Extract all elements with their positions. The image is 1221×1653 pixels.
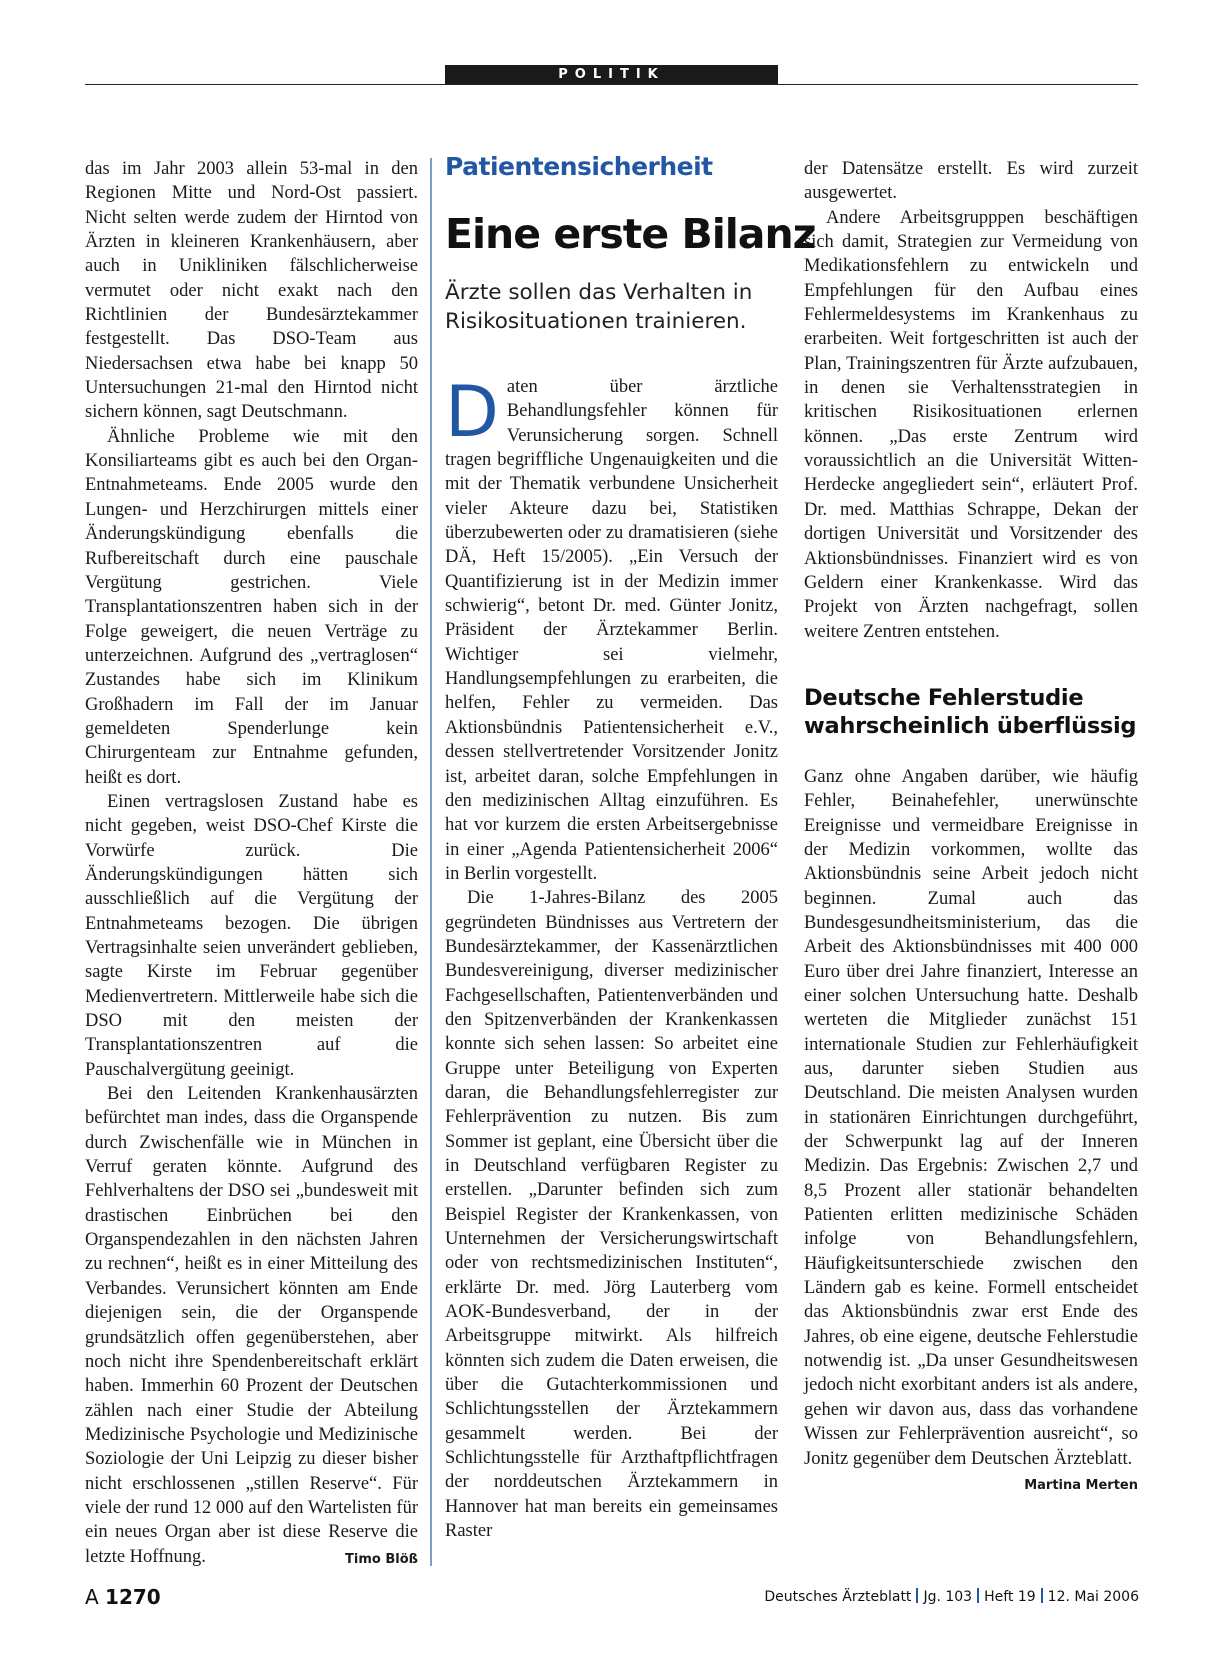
intro-text: aten über ärztliche Behandlungsfehler können für Verunsicherung sorgen. Schnell tragen begriffliche Ungenauigkeiten und die mit der Thematik verbundene Unsicherheit vieler Akteure dazu bei, Statistiken überzubewerten oder zu dramatisieren (siehe DÄ, Heft 15/2005). „Ein Versuch der Quantifizierung ist in der Medizin immer schwierig“, betont Dr. med. Günter Jonitz, Präsident der Ärztekammer Berlin. Wichtiger sei vielmehr, Handlungsempfehlungen zu erarbeiten, die helfen, Fehler zu vermeiden. Das Aktionsbündnis Patientensicherheit e.V., dessen stellvertretender Vorsitzender Jonitz ist, arbeitet daran, solche Empfehlungen in den medizinischen Alltag einzuführen. Es hat vor kurzem die ersten Arbeitsergebnisse in einer „Agenda Patientensicherheit 2006“ in Berlin vorgestellt. <box>445 377 778 884</box>
article-headline: Eine erste Bilanz <box>445 210 816 258</box>
footer-separator <box>916 1588 918 1603</box>
author-byline: Martina Merten <box>1024 1477 1138 1493</box>
body-paragraph: Andere Arbeitsgrupppen beschäftigen sich damit, Strategien zur Vermeidung von Medikationsfehlern zu entwickeln und Empfehlungen für den Aufbau eines Fehlermeldesystems im Krankenhaus zu erarbeiten. Weit fortgeschritten ist auch der Plan, Trainingszentren für Ärzte aufzubauen, in denen sie Verhaltensstrategien in kritischen Risikosituationen erlernen können. „Das erste Zentrum wird voraussichtlich an die Universität Witten-Herdecke angegliedert sein“, erläutert Prof. Dr. med. Matthias Schrappe, Dekan der dortigen Universität und Vorsitzender des Aktionsbündnisses. Finanziert wird es von Geldern einer Krankenkasse. Wird das Projekt von Ärzten nachgefragt, sollen weitere Zentren entstehen. <box>804 207 1138 642</box>
article-deck: Ärzte sollen das Verhalten in Risikosituationen trainieren. <box>445 280 753 334</box>
body-paragraph: das im Jahr 2003 allein 53-mal in den Regionen Mitte und Nord-Ost passiert. Nicht selten werde zudem der Hirntod von Ärzten in kleineren Krankenhäusern, aber auch in Unikliniken fälschlicherweise vermutet oder nicht exakt nach den Richtlinien der Bundesärztekammer festgestellt. Das DSO-Team aus Niedersachsen etwa habe bei knapp 50 Untersuchungen 21-mal den Hirntod nicht sichern können, sagt Deutschmann. <box>85 159 418 423</box>
body-paragraph <box>85 1082 418 1569</box>
journal-footer <box>764 1588 1139 1605</box>
article-kicker: Patientensicherheit <box>445 152 713 181</box>
article-column-right <box>804 157 1138 1498</box>
body-paragraph: Ähnliche Probleme wie mit den Konsiliarteams gibt es auch bei den Organ-Entnahmeteams. Ende 2005 wurde den Lungen- und Herzchirurgen mittels einer Änderungskündigung ebenfalls die Rufbereitschaft durch eine pauschale Vergütung gestrichen. Viele Transplantationszentren haben sich in der Folge geweigert, die neuen Verträge zu unterzeichnen. Aufgrund des „vertraglosen“ Zustandes habe sich im Klinikum Großhadern im Fall der im Januar gemeldeten Spenderlunge kein Chirurgenteam zur Entnahme gefunden, heißt es dort. <box>85 426 418 788</box>
intro-paragraph <box>445 371 778 886</box>
body-paragraph-text: Ganz ohne Angaben darüber, wie häufig Fehler, Beinahefehler, unerwünschte Ereignisse und vermeidbare Ereignisse in der Medizin vorkommen, wollte das Aktionsbündnis seine Arbeit jedoch nicht beginnen. Zumal auch das Bundesgesundheitsministerium, das die Arbeit des Aktionsbündnisses mit 400 000 Euro über drei Jahre finanziert, Interesse an einer solchen Untersuchung hatte. Deshalb werteten die Mitglieder zunächst 151 internationale Studien zur Fehlerhäufigkeit aus, darunter sieben Studien aus Deutschland. Die meisten Analysen wurden in stationären Einrichtungen durchgeführt, der Schwerpunkt lag auf der Inneren Medizin. Das Ergebnis: Zwischen 2,7 und 8,5 Prozent aller stationär behandelten Patienten erlitten medizinische Schäden infolge von Behandlungsfehlern, Häufigkeitsunterschiede zwischen den Ländern gab es keine. Formell entscheidet das Aktionsbündnis zwar erst Ende des Jahres, ob eine eigene, deutsche Fehlerstudie notwendig ist. „Da unser Gesundheitswesen jedoch nicht exorbitant anders ist als andere, gehen wir davon aus, dass das vorhandene Wissen zur Fehlerprävention ausreicht“, so Jonitz gegenüber dem Deutschen Ärzteblatt. <box>804 766 1138 1469</box>
column-divider <box>430 158 432 1566</box>
drop-cap: D <box>445 371 499 453</box>
previous-article-column <box>85 157 418 1572</box>
header-rule <box>85 84 1138 85</box>
page-number <box>85 1585 161 1609</box>
body-paragraph: Einen vertragslosen Zustand habe es nicht gegeben, weist DSO-Chef Kirste die Vorwürfe zurück. Die Änderungskündigungen hätten sich ausschließlich auf die Vergütung der Entnahmeteams bezogen. Die übrigen Vertragsinhalte seien unverändert geblieben, sagte Kirste im Februar gegenüber Medienvertretern. Mittlerweile habe sich die DSO mit den meisten der Transplantationszentren auf die Pauschalvergütung geeinigt. <box>85 791 418 1080</box>
footer-separator <box>977 1588 979 1603</box>
body-paragraph: der Datensätze erstellt. Es wird zurzeit ausgewertet. <box>804 159 1138 204</box>
body-paragraph-text: Bei den Leitenden Krankenhausärzten befürchtet man indes, dass die Organspende durch Zwischenfälle wie in München in Verruf geraten könnte. Aufgrund des Fehlverhaltens der DSO sei „bundesweit mit drastischen Einbrüchen bei den Organspendezahlen in den nächsten Jahren zu rechnen“, heißt es in einer Mitteilung des Verbandes. Verunsichert könnten am Ende diejenigen sein, die der Organspende grundsätzlich offen gegenüberstehen, aber noch nicht ihre Spendenbereitschaft erklärt haben. Immerhin 60 Prozent der Deutschen zählen nach einer Studie der Abteilung Medizinische Psychologie und Medizinische Soziologie der Uni Leipzig zu dieser bisher nicht erschlossenen „stillen Reserve“. Für viele der rund 12 000 auf den Wartelisten für ein neues Organ aber ist diese Reserve die letzte Hoffnung. <box>85 1084 418 1567</box>
section-label: POLITIK <box>445 65 778 85</box>
page-number-value: 1270 <box>105 1585 161 1609</box>
footer-separator <box>1041 1588 1043 1603</box>
body-paragraph <box>804 765 1138 1493</box>
journal-date: 12. Mai 2006 <box>1047 1589 1139 1605</box>
journal-name: Deutsches Ärzteblatt <box>764 1589 912 1605</box>
subheading: Deutsche Fehlerstudie wahrscheinlich überflüssig <box>804 684 1137 739</box>
author-byline: Timo Blöß <box>345 1551 418 1567</box>
journal-volume: Jg. 103 <box>923 1589 973 1605</box>
page-prefix: A <box>85 1585 99 1609</box>
body-paragraph: Die 1-Jahres-Bilanz des 2005 gegründeten Bündnisses aus Vertretern der Bundesärztekammer, der Kassenärztlichen Bundesvereinigung, diverser medizinischer Fachgesellschaften, Patientenverbänden und den Spitzenverbänden der Krankenkassen konnte sich sehen lassen: So arbeitet eine Gruppe unter Beteiligung von Experten daran, die Behandlungsfehlerregister zur Fehlerprävention zu nutzen. Bis zum Sommer ist geplant, eine Übersicht über die in Deutschland verfügbaren Register zu erstellen. „Darunter befinden sich zum Beispiel Register der Krankenkassen, von Unternehmen der Versicherungswirtschaft oder von rechtsmedizinischen Instituten“, erklärte Dr. med. Jörg Lauterberg vom AOK-Bundesverband, der in der Arbeitsgruppe mitwirkt. Als hilfreich könnten sich zudem die Daten erweisen, die über die Gutachterkommissionen und Schlichtungsstellen der Ärztekammern gesammelt werden. Bei der Schlichtungsstelle für Arzthaftpflichtfragen der norddeutschen Ärztekammern in Hannover hat man bereits ein gemeinsames Raster <box>445 888 778 1542</box>
journal-issue: Heft 19 <box>984 1589 1036 1605</box>
article-column-middle <box>445 371 778 1544</box>
